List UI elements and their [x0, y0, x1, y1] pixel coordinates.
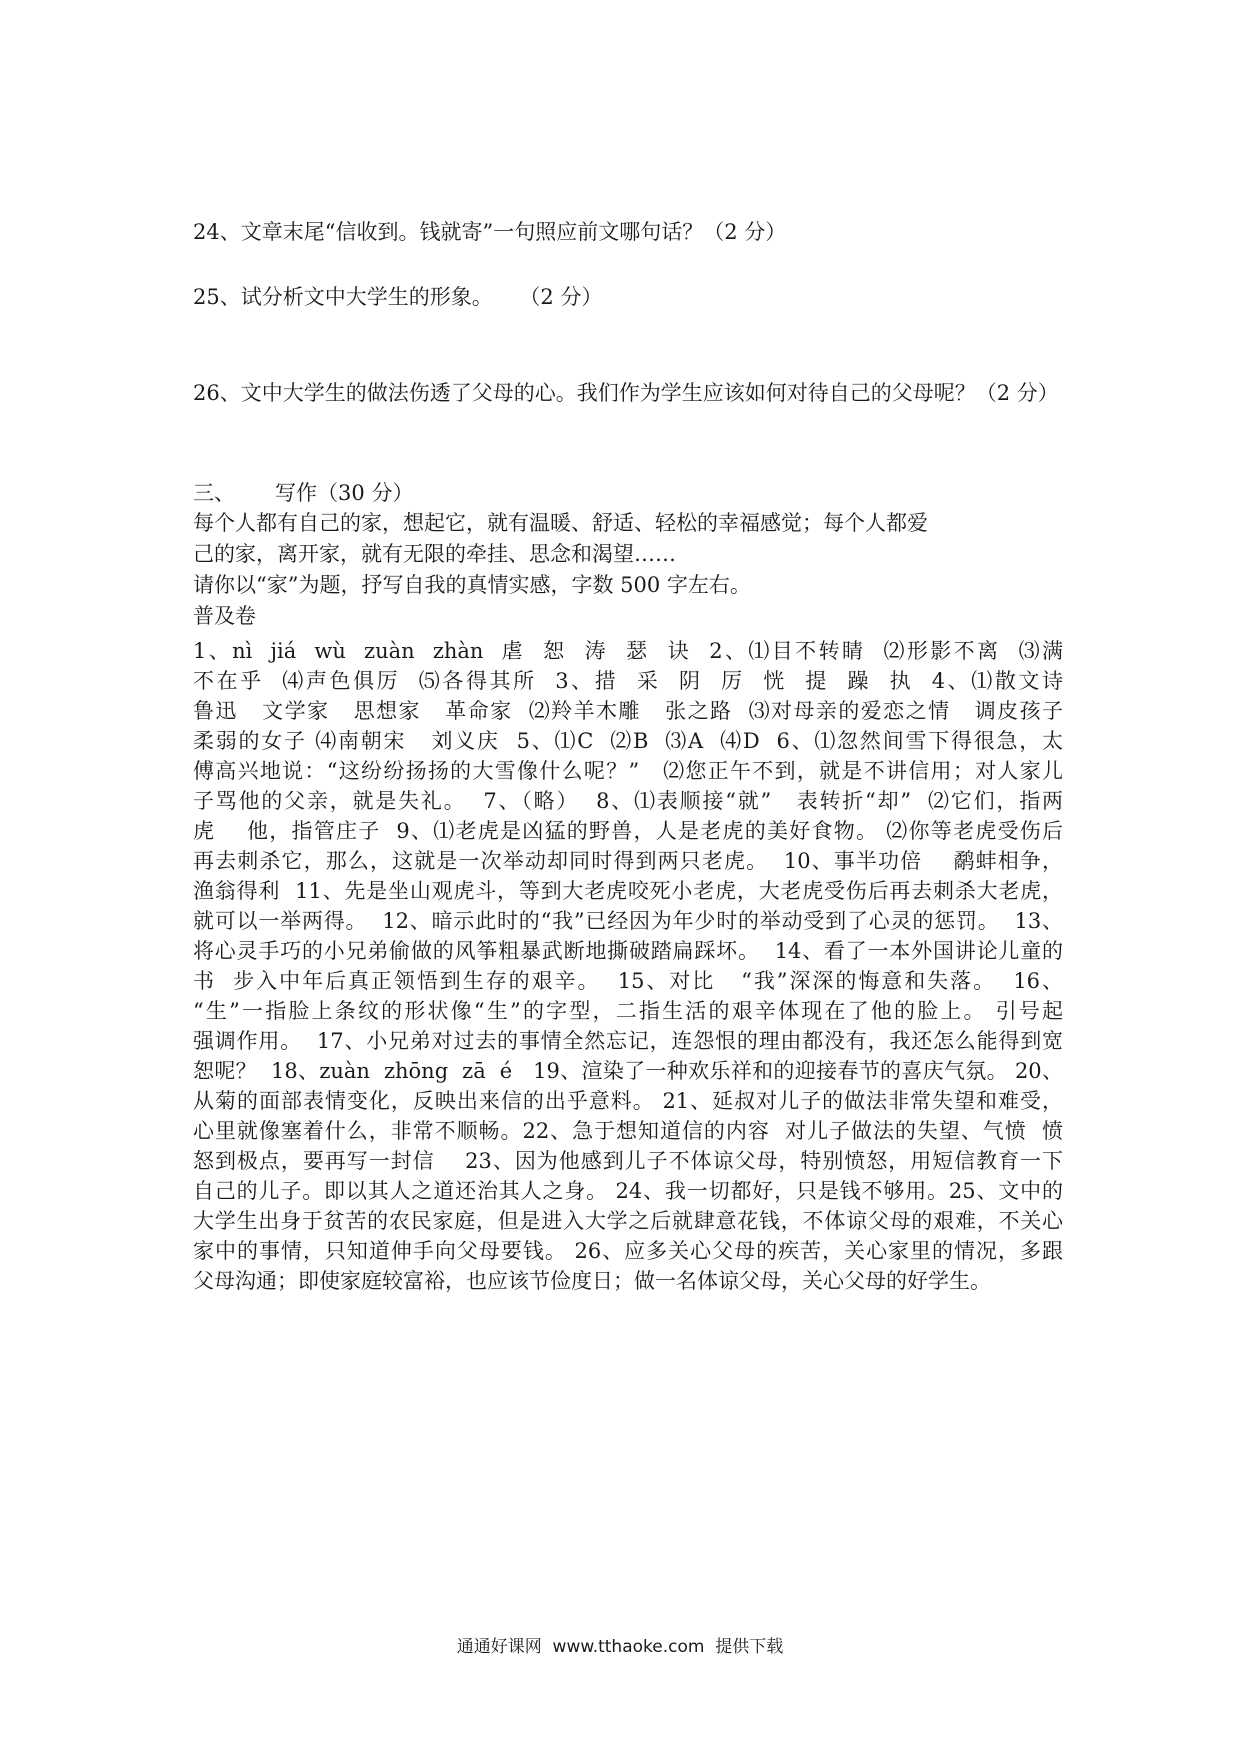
answer-line: 子骂他的父亲，就是失礼。 7、（略） 8、⑴表顺接“就” 表转折“却” ⑵它们，指两: [193, 789, 1063, 813]
answer-line: 从菊的面部表情变化，反映出来信的出乎意料。 21、延叔对儿子的做法非常失望和难受，: [193, 1089, 1063, 1113]
writing-prompt-line: 每个人都有自己的家，想起它，就有温暖、舒适、轻松的幸福感觉；每个人都爱: [193, 511, 928, 535]
answer-line: 不在乎 ⑷声色俱厉 ⑸各得其所 3、措 采 阴 厉 恍 提 躁 执 4、⑴散文诗: [193, 669, 1063, 693]
answer-line: 鲁迅 文学家 思想家 革命家 ⑵羚羊木雕 张之路 ⑶对母亲的爱恋之情 调皮孩子: [193, 699, 1063, 723]
question-25: 25、试分析文中大学生的形象。 （2 分）: [193, 285, 603, 309]
answer-line: 父母沟通；即使家庭较富裕，也应该节俭度日；做一名体谅父母，关心父母的好学生。: [193, 1269, 991, 1293]
answer-line: “生”一指脸上条纹的形状像“生”的字型，二指生活的艰辛体现在了他的脸上。 引号起: [193, 999, 1063, 1023]
answer-line: 就可以一举两得。 12、暗示此时的“我”已经因为年少时的举动受到了心灵的惩罚。 13、: [193, 909, 1063, 933]
answer-line: 1、nì jiá wù zuàn zhàn 虐 恕 涛 瑟 诀 2、⑴目不转睛 ⑵形影不离 ⑶满: [193, 639, 1063, 663]
answers-heading: 普及卷: [193, 604, 256, 628]
answer-line: 虎 他，指管庄子 9、⑴老虎是凶猛的野兽，人是老虎的美好食物。 ⑵你等老虎受伤后: [193, 819, 1063, 843]
answer-line: 恕呢？ 18、zuàn zhōng zā é 19、渲染了一种欢乐祥和的迎接春节的喜庆气氛。 20、: [193, 1059, 1063, 1083]
answer-line: 强调作用。 17、小兄弟对过去的事情全然忘记，连怨恨的理由都没有，我还怎么能得到宽: [193, 1029, 1063, 1053]
answer-line: 家中的事情，只知道伸手向父母要钱。 26、应多关心父母的疾苦，关心家里的情况，多跟: [193, 1239, 1063, 1263]
answer-line: 自己的儿子。即以其人之道还治其人之身。 24、我一切都好，只是钱不够用。25、文中的: [193, 1179, 1063, 1203]
answer-line: 渔翁得利 11、先是坐山观虎斗，等到大老虎咬死小老虎，大老虎受伤后再去刺杀大老虎，: [193, 879, 1063, 903]
answer-line: 心里就像塞着什么，非常不顺畅。22、急于想知道信的内容 对儿子做法的失望、气愤 愤: [193, 1119, 1063, 1143]
answer-line: 大学生出身于贫苦的农民家庭，但是进入大学之后就肆意花钱，不体谅父母的艰难，不关心: [193, 1209, 1063, 1233]
writing-prompt-line: 己的家，离开家，就有无限的牵挂、思念和渴望……: [193, 542, 676, 566]
question-26: 26、文中大学生的做法伤透了父母的心。我们作为学生应该如何对待自己的父母呢？（2 分）: [193, 381, 1059, 405]
answer-line: 书 步入中年后真正领悟到生存的艰辛。 15、对比 “我”深深的悔意和失落。 16、: [193, 969, 1063, 993]
footer-source-text: 通通好课网 www.tthaoke.com 提供下载: [456, 1637, 784, 1657]
answer-line: 柔弱的女子 ⑷南朝宋 刘义庆 5、⑴C ⑵B ⑶A ⑷D 6、⑴忽然间雪下得很急，太: [193, 729, 1063, 753]
answer-line: 傅高兴地说：“这纷纷扬扬的大雪像什么呢？” ⑵您正午不到，就是不讲信用；对人家儿: [193, 759, 1063, 783]
writing-prompt-line: 请你以“家”为题，抒写自我的真情实感，字数 500 字左右。: [193, 573, 751, 597]
answer-line: 怒到极点，要再写一封信 23、因为他感到儿子不体谅父母，特别愤怒，用短信教育一下: [193, 1149, 1063, 1173]
question-24: 24、文章末尾“信收到。钱就寄”一句照应前文哪句话？（2 分）: [193, 220, 787, 244]
writing-section-heading: 三、 写作（30 分）: [193, 481, 414, 505]
answer-line: 再去刺杀它，那么，这就是一次举动却同时得到两只老虎。 10、事半功倍 鹬蚌相争，: [193, 849, 1063, 873]
answer-line: 将心灵手巧的小兄弟偷做的风筝粗暴武断地撕破踏扁踩坏。 14、看了一本外国讲论儿童的: [193, 939, 1063, 963]
